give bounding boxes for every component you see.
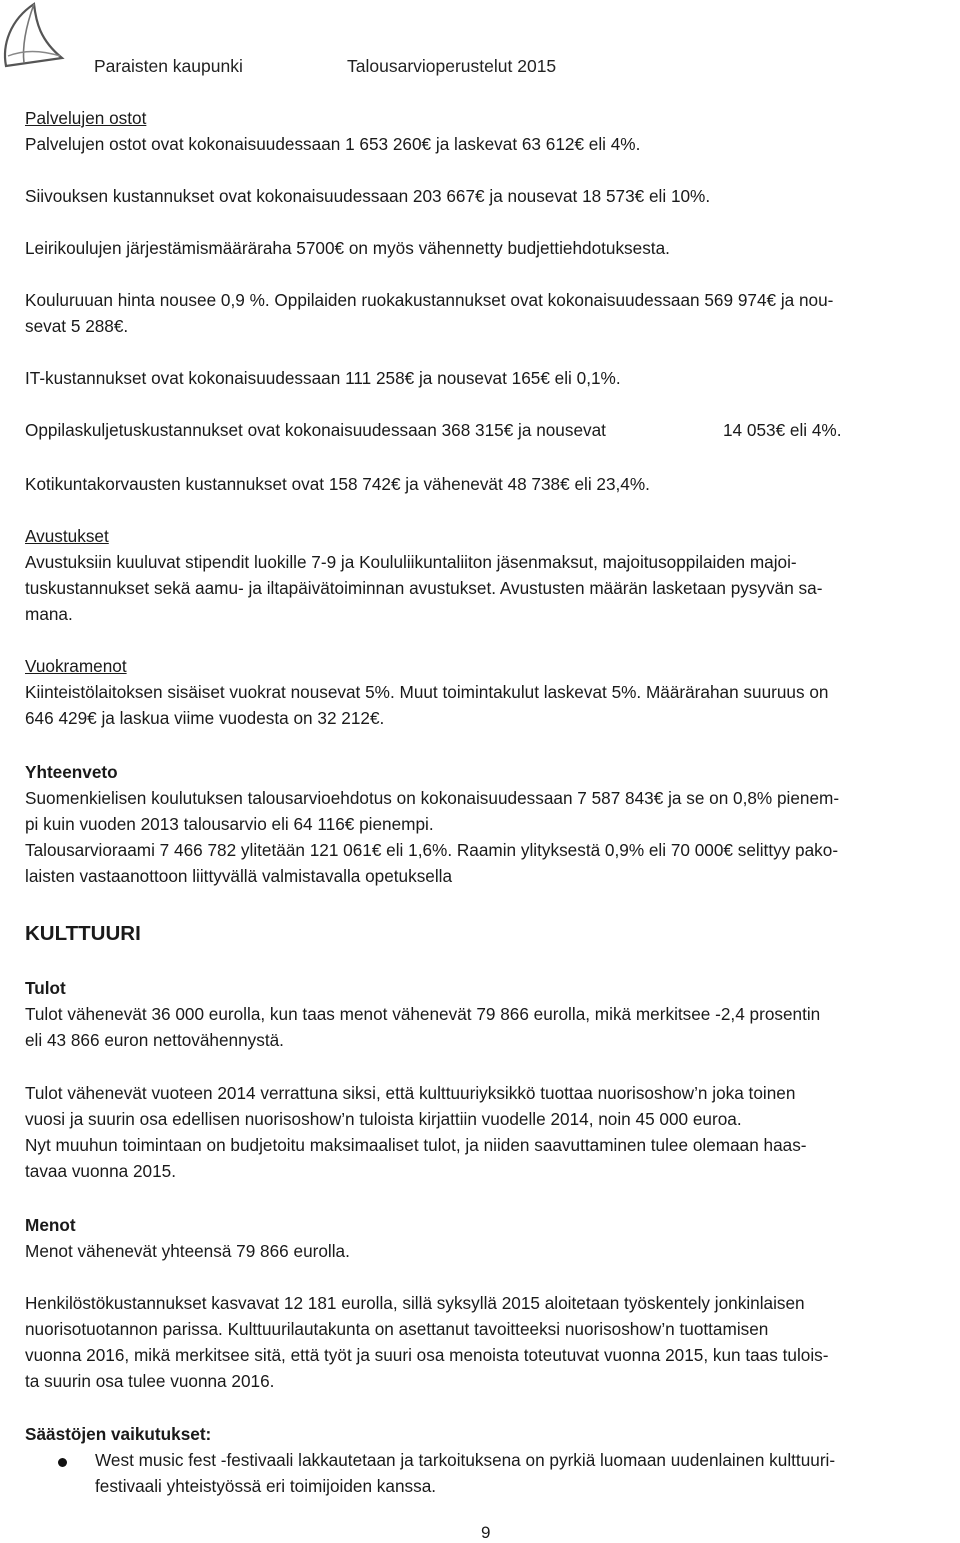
header-organization: Paraisten kaupunki	[94, 56, 243, 76]
paragraph-line: Kotikuntakorvausten kustannukset ovat 158 742€ ja vähenevät 48 738€ eli 23,4%.	[25, 474, 650, 494]
paragraph-line: Kiinteistölaitoksen sisäiset vuokrat nousevat 5%. Muut toimintakulut laskevat 5%. Määrärahan suuruus on	[25, 682, 829, 702]
list-item: West music fest -festivaali lakkautetaan ja tarkoituksena on pyrkiä luomaan uudenlainen kulttuuri-	[95, 1450, 836, 1470]
paragraph-line: IT-kustannukset ovat kokonaisuudessaan 111 258€ ja nousevat 165€ eli 0,1%.	[25, 368, 621, 388]
paragraph-line-tail: 14 053€ eli 4%.	[723, 420, 842, 440]
paragraph-line: Avustuksiin kuuluvat stipendit luokille 7-9 ja Koululiikuntaliiton jäsenmaksut, majoitusoppilaiden majoi-	[25, 552, 797, 572]
paragraph-line: vuonna 2016, mikä merkitsee sitä, että työt ja suuri osa menoista toteutuvat vuonna 2015, kun taas tulois-	[25, 1345, 829, 1365]
paragraph-line: vuosi ja suurin osa edellisen nuorisoshow’n tuloista kirjattiin vuodelle 2014, noin 45 000 euroa.	[25, 1109, 742, 1129]
paragraph-line: Talousarvioraami 7 466 782 ylitetään 121 061€ eli 1,6%. Raamin ylityksestä 0,9% eli 70 000€ selittyy pako-	[25, 840, 839, 860]
paragraph-line: Oppilaskuljetuskustannukset ovat kokonaisuudessaan 368 315€ ja nousevat	[25, 420, 606, 440]
section-title-kulttuuri: KULTTUURI	[25, 922, 141, 945]
section-heading-avustukset: Avustukset	[25, 526, 109, 546]
section-heading-tulot: Tulot	[25, 978, 66, 998]
paragraph-line: mana.	[25, 604, 73, 624]
bullet-icon	[58, 1458, 67, 1467]
paragraph-line: Palvelujen ostot ovat kokonaisuudessaan 1 653 260€ ja laskevat 63 612€ eli 4%.	[25, 134, 641, 154]
section-heading-palvelujen-ostot: Palvelujen ostot	[25, 108, 147, 128]
paragraph-line: Tulot vähenevät vuoteen 2014 verrattuna siksi, että kulttuuriyksikkö tuottaa nuorisoshow’n joka toinen	[25, 1083, 796, 1103]
paragraph-line: pi kuin vuoden 2013 talousarvio eli 64 116€ pienempi.	[25, 814, 434, 834]
paragraph-line: tavaa vuonna 2015.	[25, 1161, 176, 1181]
section-heading-saastojen-vaikutukset: Säästöjen vaikutukset:	[25, 1424, 212, 1444]
paragraph-line: 646 429€ ja laskua viime vuodesta on 32 212€.	[25, 708, 385, 728]
paragraph-line: Henkilöstökustannukset kasvavat 12 181 eurolla, sillä syksyllä 2015 aloitetaan työskentely jonkinlaisen	[25, 1293, 805, 1313]
paragraph-line: Nyt muuhun toimintaan on budjetoitu maksimaaliset tulot, ja niiden saavuttaminen tulee olemaan haas-	[25, 1135, 807, 1155]
city-logo-icon	[0, 0, 70, 70]
paragraph-line: ta suurin osa tulee vuonna 2016.	[25, 1371, 275, 1391]
paragraph-line: Leirikoulujen järjestämismääräraha 5700€ on myös vähennetty budjettiehdotuksesta.	[25, 238, 670, 258]
list-item-continuation: festivaali yhteistyössä eri toimijoiden kanssa.	[95, 1476, 437, 1496]
paragraph-line: Kouluruuan hinta nousee 0,9 %. Oppilaiden ruokakustannukset ovat kokonaisuudessaan 569 974€ ja nou-	[25, 290, 834, 310]
page-number: 9	[481, 1523, 491, 1542]
paragraph-line: Suomenkielisen koulutuksen talousarvioehdotus on kokonaisuudessaan 7 587 843€ ja se on 0,8% pienem-	[25, 788, 840, 808]
paragraph-line: sevat 5 288€.	[25, 316, 129, 336]
paragraph-line: Menot vähenevät yhteensä 79 866 eurolla.	[25, 1241, 350, 1261]
paragraph-line: eli 43 866 euron nettovähennystä.	[25, 1030, 284, 1050]
paragraph-line: laisten vastaanottoon liittyvällä valmistavalla opetuksella	[25, 866, 453, 886]
paragraph-line: nuorisotuotannon parissa. Kulttuurilautakunta on asettanut tavoitteeksi nuorisoshow’n tuottamisen	[25, 1319, 769, 1339]
paragraph-line: Tulot vähenevät 36 000 eurolla, kun taas menot vähenevät 79 866 eurolla, mikä merkitsee -2,4 prosentin	[25, 1004, 821, 1024]
header-document-title: Talousarvioperustelut 2015	[347, 56, 557, 76]
section-heading-menot: Menot	[25, 1215, 76, 1235]
section-heading-yhteenveto: Yhteenveto	[25, 762, 118, 782]
paragraph-line: Siivouksen kustannukset ovat kokonaisuudessaan 203 667€ ja nousevat 18 573€ eli 10%.	[25, 186, 711, 206]
paragraph-line: tuskustannukset sekä aamu- ja iltapäivätoiminnan avustukset. Avustusten määrän lasketaan pysyvän sa-	[25, 578, 823, 598]
section-heading-vuokramenot: Vuokramenot	[25, 656, 127, 676]
